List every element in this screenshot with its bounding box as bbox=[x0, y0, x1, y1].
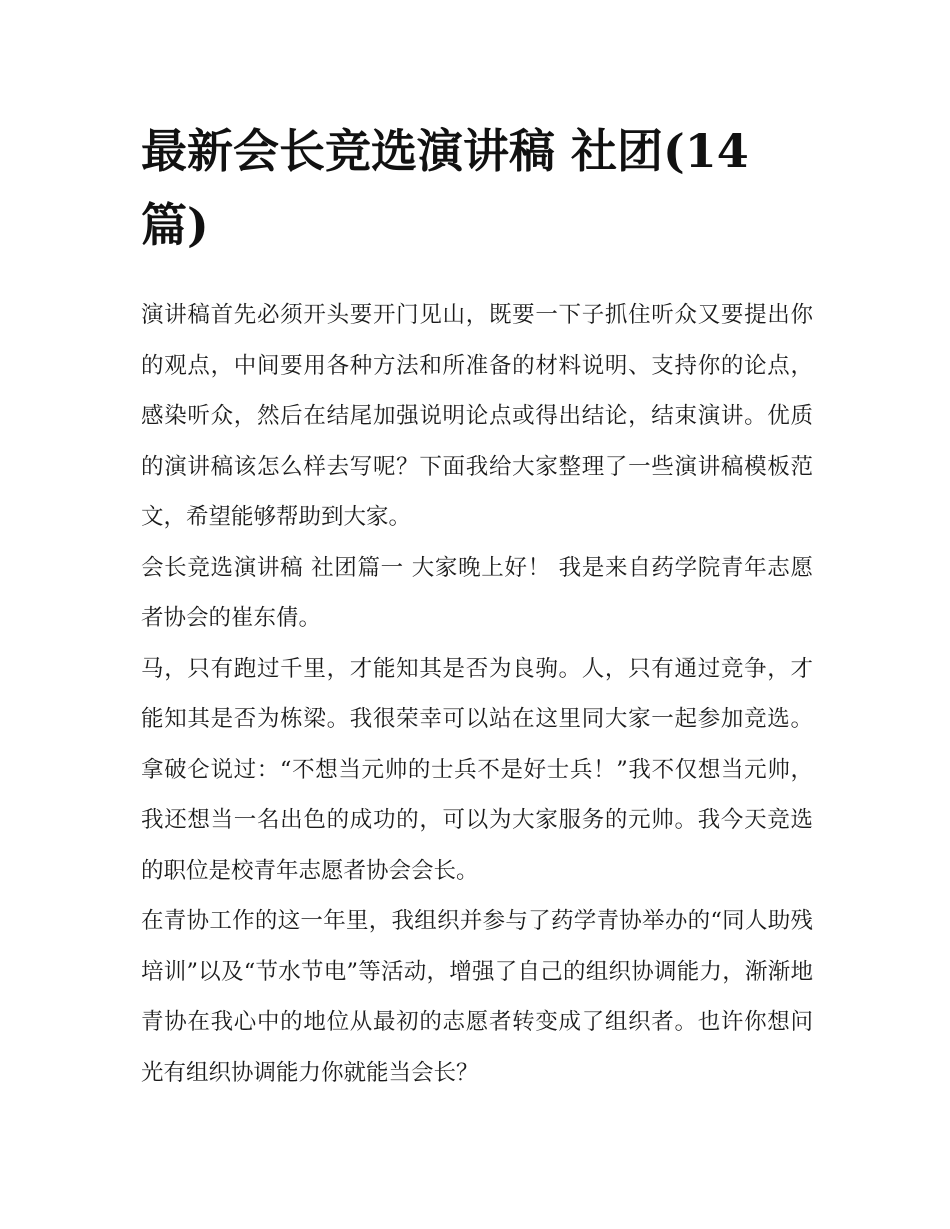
document-content bbox=[141, 114, 813, 1098]
paragraph-intro: 演讲稿首先必须开头要开门见山，既要一下子抓住听众又要提出你的观点，中间要用各种方法和所准备的材料说明、支持你的论点，感染听众，然后在结尾加强说明论点或得出结论，结束演讲。优质的演讲稿该怎么样去写呢？下面我给大家整理了一些演讲稿模板范文，希望能够帮助到大家。 bbox=[141, 302, 813, 530]
document-title: 最新会长竞选演讲稿 社团(14篇) bbox=[141, 124, 749, 252]
paragraph-greeting: 会长竞选演讲稿 社团篇一 大家晚上好！ 我是来自药学院青年志愿者协会的崔东倩。 bbox=[141, 554, 813, 631]
paragraph-experience: 在青协工作的这一年里，我组织并参与了药学青协举办的“同人助残培训”以及“节水节电”等活动，增强了自己的组织协调能力，渐渐地青协在我心中的地位从最初的志愿者转变成了组织者。也许你想问光有组织协调能力你就能当会长？ bbox=[141, 908, 813, 1086]
paragraph-competition: 马，只有跑过千里，才能知其是否为良驹。人，只有通过竞争，才能知其是否为栋梁。我很荣幸可以站在这里同大家一起参加竞选。拿破仑说过：“不想当元帅的士兵不是好士兵！”我不仅想当元帅，我还想当一名出色的成功的，可以为大家服务的元帅。我今天竞选的职位是校青年志愿者协会会长。 bbox=[141, 655, 813, 884]
document-body bbox=[141, 290, 813, 1098]
